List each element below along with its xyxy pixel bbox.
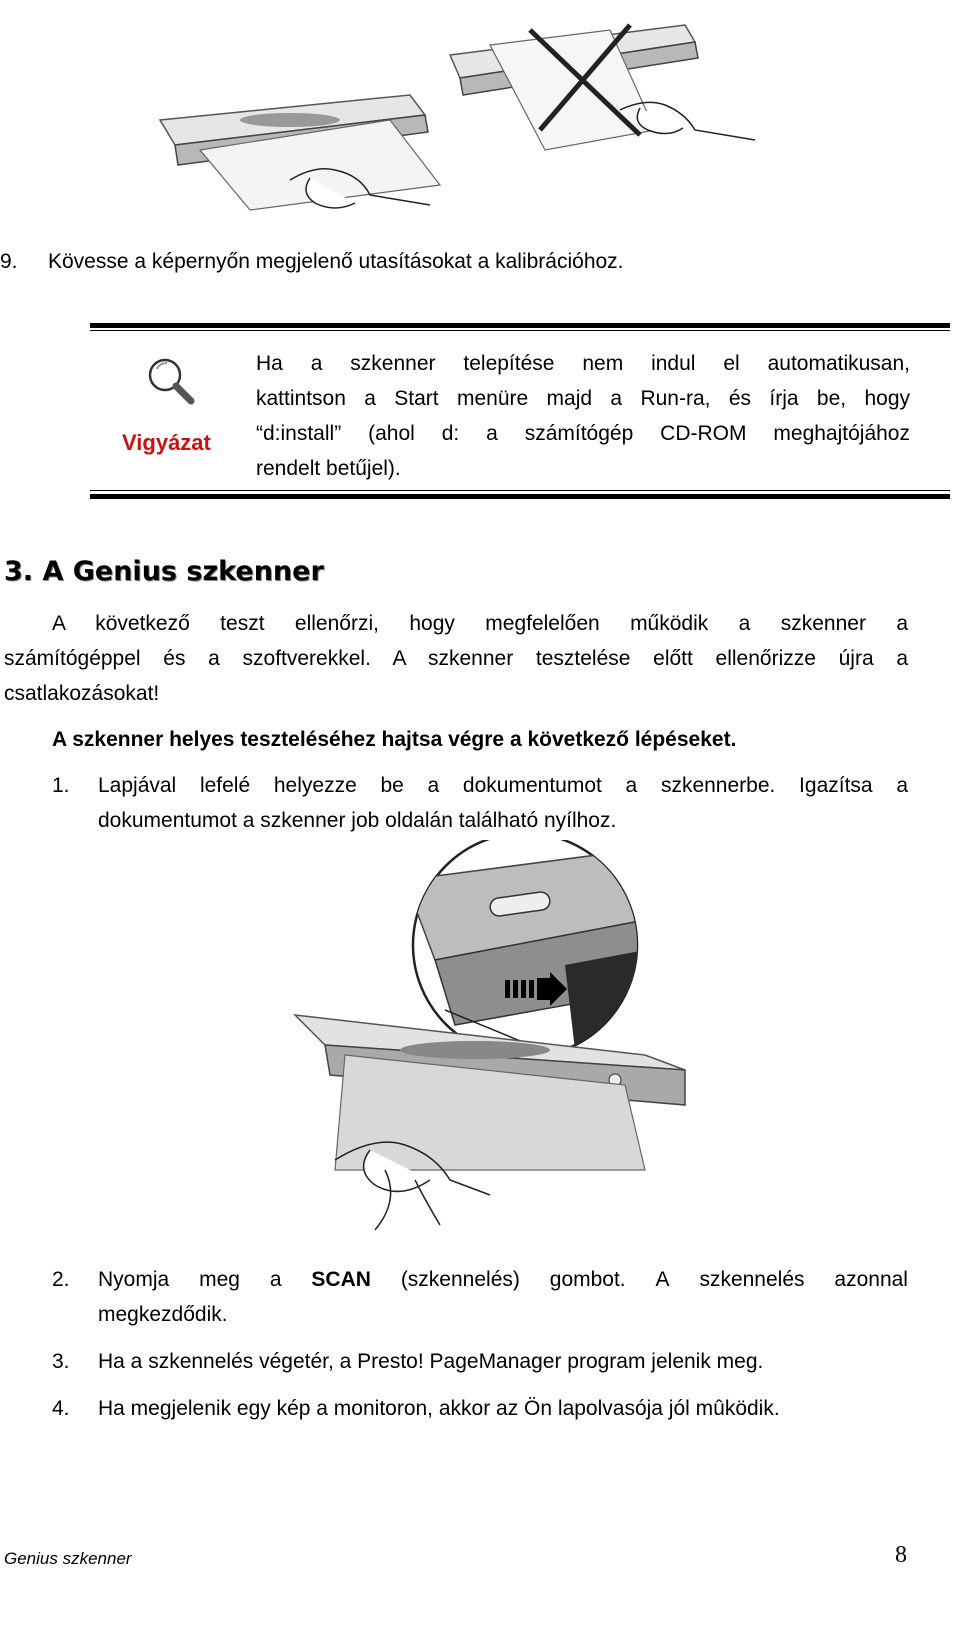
step-2-word-5: (szkennelés) (400, 1268, 520, 1291)
step-1-line-1: Lapjával lefelé helyezze be a dokumentumot a szkennerbe. Igazítsa a (98, 774, 908, 797)
step-2-word-3: a (269, 1268, 282, 1291)
step-2-word-8: szkennelés (699, 1268, 805, 1291)
footer-title: Genius szkenner (4, 1549, 132, 1568)
step-2-word-9: azonnal (834, 1268, 908, 1291)
step-2-number: 2. (52, 1268, 70, 1291)
step-3-text: Ha a szkennelés végetér, a Presto! PageManager program jelenik meg. (98, 1350, 764, 1373)
step-2-word-6: gombot. (549, 1268, 626, 1291)
step-9-text: Kövesse a képernyőn megjelenő utasításokat a kalibrációhoz. (48, 250, 624, 273)
caution-line-1: Ha a szkenner telepítése nem indul el automatikusan, (256, 352, 910, 375)
scanner-feeding-figure (140, 0, 780, 225)
page-number: 8 (895, 1542, 907, 1568)
caution-bottom-rule (90, 494, 950, 499)
caution-top-rule (90, 323, 950, 328)
caution-top-rule-thin (90, 330, 950, 331)
step-2-word-1: Nyomja (98, 1268, 170, 1291)
scanner-alignment-figure (205, 840, 705, 1245)
step-2-line-2: megkezdődik. (98, 1303, 228, 1326)
step-2-word-7: A (655, 1268, 670, 1291)
magnifier-icon (145, 355, 197, 407)
caution-bottom-rule-thin (90, 490, 950, 491)
step-2-line-1 (98, 1262, 908, 1298)
step-1-number: 1. (52, 774, 70, 797)
caution-line-3: “d:install” (ahol d: a számítógép CD-ROM meghajtójához (256, 422, 910, 445)
step-4-text: Ha megjelenik egy kép a monitoron, akkor az Ön lapolvasója jól mûködik. (98, 1397, 780, 1420)
step-3-number: 3. (52, 1350, 70, 1373)
scanner-correct-illustration (160, 95, 440, 210)
step-1-line-2: dokumentumot a szkenner job oldalán található nyílhoz. (98, 809, 617, 832)
intro-line-2: számítógéppel és a szoftverekkel. A szkenner tesztelése előtt ellenőrizze újra a (4, 647, 908, 670)
caution-label: Vigyázat (122, 430, 211, 455)
step-4-number: 4. (52, 1397, 70, 1420)
step-9-number: 9. (0, 250, 18, 273)
intro-line-3: csatlakozásokat! (4, 682, 160, 705)
caution-line-4: rendelt betűjel). (256, 457, 401, 480)
intro-line-1: A következő teszt ellenőrzi, hogy megfelelően működik a szkenner a (52, 612, 908, 635)
section-title: 3. A Genius szkenner (4, 556, 324, 587)
caution-line-2: kattintson a Start menüre majd a Run-ra, és írja be, hogy (256, 387, 910, 410)
steps-heading: A szkenner helyes teszteléséhez hajtsa végre a következő lépéseket. (52, 728, 737, 751)
scanner-incorrect-illustration (450, 25, 755, 150)
step-2-word-2: meg (199, 1268, 240, 1291)
scan-keyword: SCAN (311, 1268, 371, 1291)
